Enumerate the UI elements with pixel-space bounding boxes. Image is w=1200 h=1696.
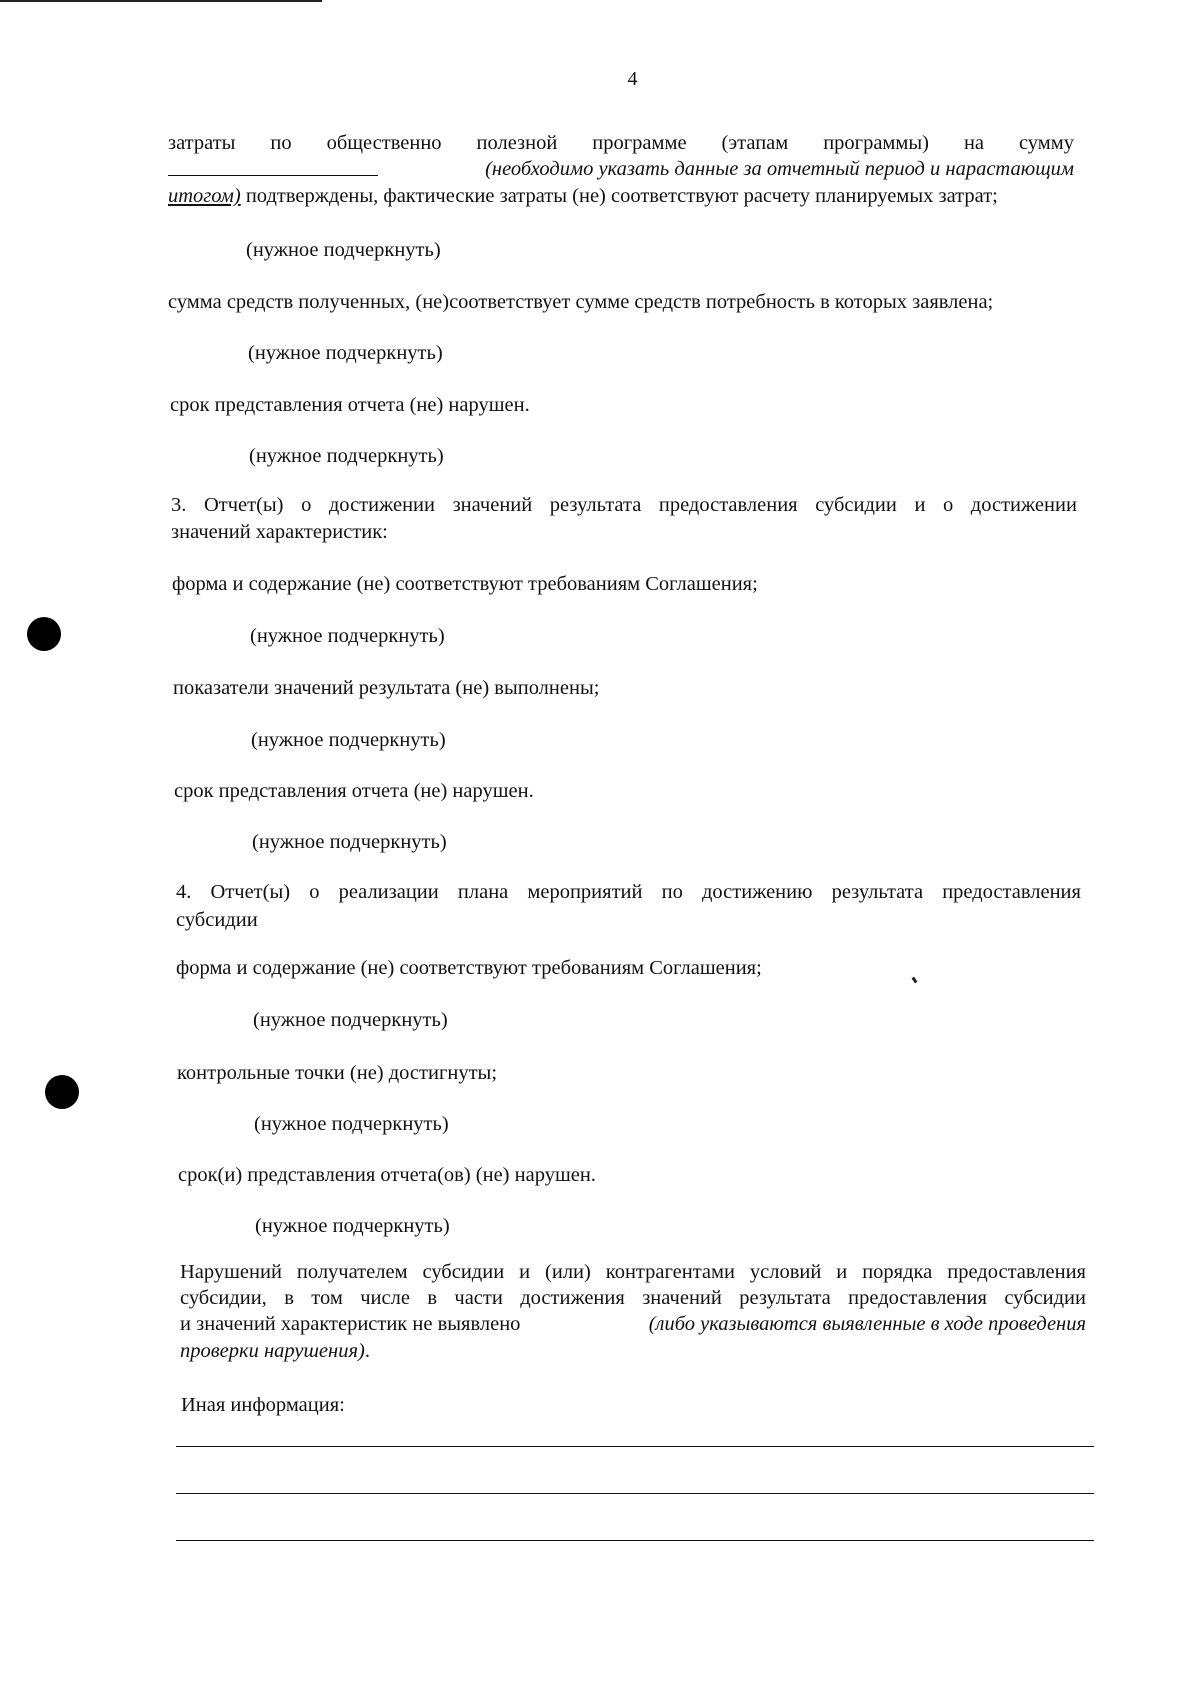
section-4-word: о (309, 881, 320, 903)
section-4-word: реализации (338, 881, 439, 903)
violations-line-2 (180, 1286, 1086, 1311)
violations-1-word: получателем (296, 1261, 408, 1283)
other-info-line-1 (176, 1446, 1094, 1447)
deadline-line: срок представления отчета (не) нарушен. (170, 394, 530, 416)
violations-1-word: субсидии (422, 1261, 505, 1283)
violations-1-word: порядка (862, 1261, 933, 1283)
section-4-word: мероприятий (527, 881, 643, 903)
violations-2-word: числе (360, 1287, 410, 1309)
underline-hint: (нужное подчеркнуть) (255, 1215, 450, 1237)
costs-line-1-word: (этапам (721, 132, 789, 154)
section-4-heading-line-1 (176, 880, 1081, 905)
form-content-line: форма и содержание (не) соответствуют требованиям Соглашения; (172, 573, 758, 595)
costs-note-italic-end: итогом) (168, 185, 241, 207)
violations-2-word: субсидии, (180, 1287, 267, 1309)
punch-hole-mark (27, 617, 61, 651)
underline-hint: (нужное подчеркнуть) (252, 831, 447, 853)
violations-2-word: значений (642, 1287, 722, 1309)
section-4-word: результата (831, 881, 924, 903)
costs-line-1-word: программы) (823, 132, 929, 154)
costs-line-1-word: сумму (1018, 132, 1074, 154)
violations-1-word: Нарушений (180, 1261, 282, 1283)
scan-edge-line (0, 0, 322, 2)
underline-hint: (нужное подчеркнуть) (246, 239, 441, 261)
section-3-heading-line-2: значений характеристик: (171, 521, 388, 543)
costs-line-3 (168, 184, 998, 209)
violations-2-word: предоставления (848, 1287, 987, 1309)
costs-line-1-word: полезной (476, 132, 558, 154)
violations-line-4 (180, 1339, 370, 1364)
section-4-word: достижению (701, 881, 813, 903)
violations-2-word: в (427, 1287, 437, 1309)
costs-note-italic: (необходимо указать данные за отчетный период и нарастающим (485, 158, 1074, 180)
punch-hole-mark (45, 1075, 79, 1109)
underline-hint: (нужное подчеркнуть) (253, 1009, 448, 1031)
violations-2-word: субсидии (1004, 1287, 1086, 1309)
section-3-word: достижении (970, 494, 1077, 516)
underline-hint: (нужное подчеркнуть) (251, 729, 446, 751)
costs-line-1-word: по (270, 132, 292, 154)
sum-line: сумма средств полученных, (не)соответствует сумме средств потребность в которых заявлена; (168, 291, 994, 313)
section-4-word: по (661, 881, 683, 903)
indicators-line: показатели значений результата (не) выполнены; (173, 677, 600, 699)
underline-hint: (нужное подчеркнуть) (249, 445, 444, 467)
costs-line-1-word: программе (592, 132, 687, 154)
section-3-heading-line-1 (171, 493, 1077, 518)
violations-1-word: и (836, 1261, 848, 1283)
violations-line-1 (180, 1260, 1086, 1285)
costs-line-1-word: затраты (168, 132, 236, 154)
section-4-heading-line-2: субсидии (176, 909, 258, 931)
underline-hint: (нужное подчеркнуть) (250, 625, 445, 647)
section-4-word: плана (457, 881, 509, 903)
other-info-label: Иная информация: (181, 1394, 345, 1416)
underline-hint: (нужное подчеркнуть) (254, 1113, 449, 1135)
page-number: 4 (627, 68, 638, 90)
costs-line-2 (168, 157, 1074, 182)
violations-line-3-text: и значений характеристик не выявлено (180, 1313, 521, 1335)
violations-line-3 (180, 1312, 1086, 1337)
deadline-line: срок(и) представления отчета(ов) (не) нарушен. (178, 1164, 596, 1186)
section-4-word: 4. (176, 881, 192, 903)
costs-line-1-word: на (963, 132, 985, 154)
violations-note-italic-end: проверки нарушения) (180, 1340, 365, 1362)
violations-1-word: условий (749, 1261, 822, 1283)
section-3-word: предоставления (658, 494, 798, 516)
violations-1-word: контрагентами (605, 1261, 735, 1283)
costs-line-1-word: общественно (326, 132, 442, 154)
violations-2-word: том (311, 1287, 343, 1309)
violations-1-word: предоставления (947, 1261, 1086, 1283)
amount-blank-field (168, 157, 378, 176)
other-info-line-2 (176, 1493, 1094, 1494)
section-3-word: и (914, 494, 926, 516)
other-info-line-3 (176, 1540, 1094, 1541)
violations-1-word: (или) (545, 1261, 591, 1283)
violations-line-4-end: . (364, 1340, 370, 1362)
form-content-line: форма и содержание (не) соответствуют требованиям Соглашения; (176, 957, 762, 979)
deadline-line: срок представления отчета (не) нарушен. (174, 780, 534, 802)
section-3-word: 3. (171, 494, 187, 516)
section-3-word: Отчет(ы) (203, 494, 284, 516)
section-3-word: субсидии (815, 494, 897, 516)
section-3-word: о (301, 494, 312, 516)
scan-speck (912, 977, 918, 984)
section-4-word: Отчет(ы) (210, 881, 291, 903)
violations-2-word: результата (739, 1287, 831, 1309)
section-3-word: результата (549, 494, 642, 516)
violations-2-word: части (454, 1287, 503, 1309)
violations-2-word: достижения (520, 1287, 625, 1309)
violations-note-italic: (либо указываются выявленные в ходе проведения (648, 1313, 1086, 1335)
section-3-word: достижении (328, 494, 435, 516)
violations-2-word: в (284, 1287, 294, 1309)
costs-line-1 (168, 131, 1074, 156)
section-3-word: о (942, 494, 954, 516)
costs-line-3-text: подтверждены, фактические затраты (не) соответствуют расчету планируемых затрат; (240, 185, 998, 207)
violations-1-word: и (519, 1261, 531, 1283)
underline-hint: (нужное подчеркнуть) (248, 342, 443, 364)
section-3-word: значений (452, 494, 533, 516)
section-4-word: предоставления (942, 881, 1081, 903)
checkpoints-line: контрольные точки (не) достигнуты; (177, 1062, 498, 1084)
